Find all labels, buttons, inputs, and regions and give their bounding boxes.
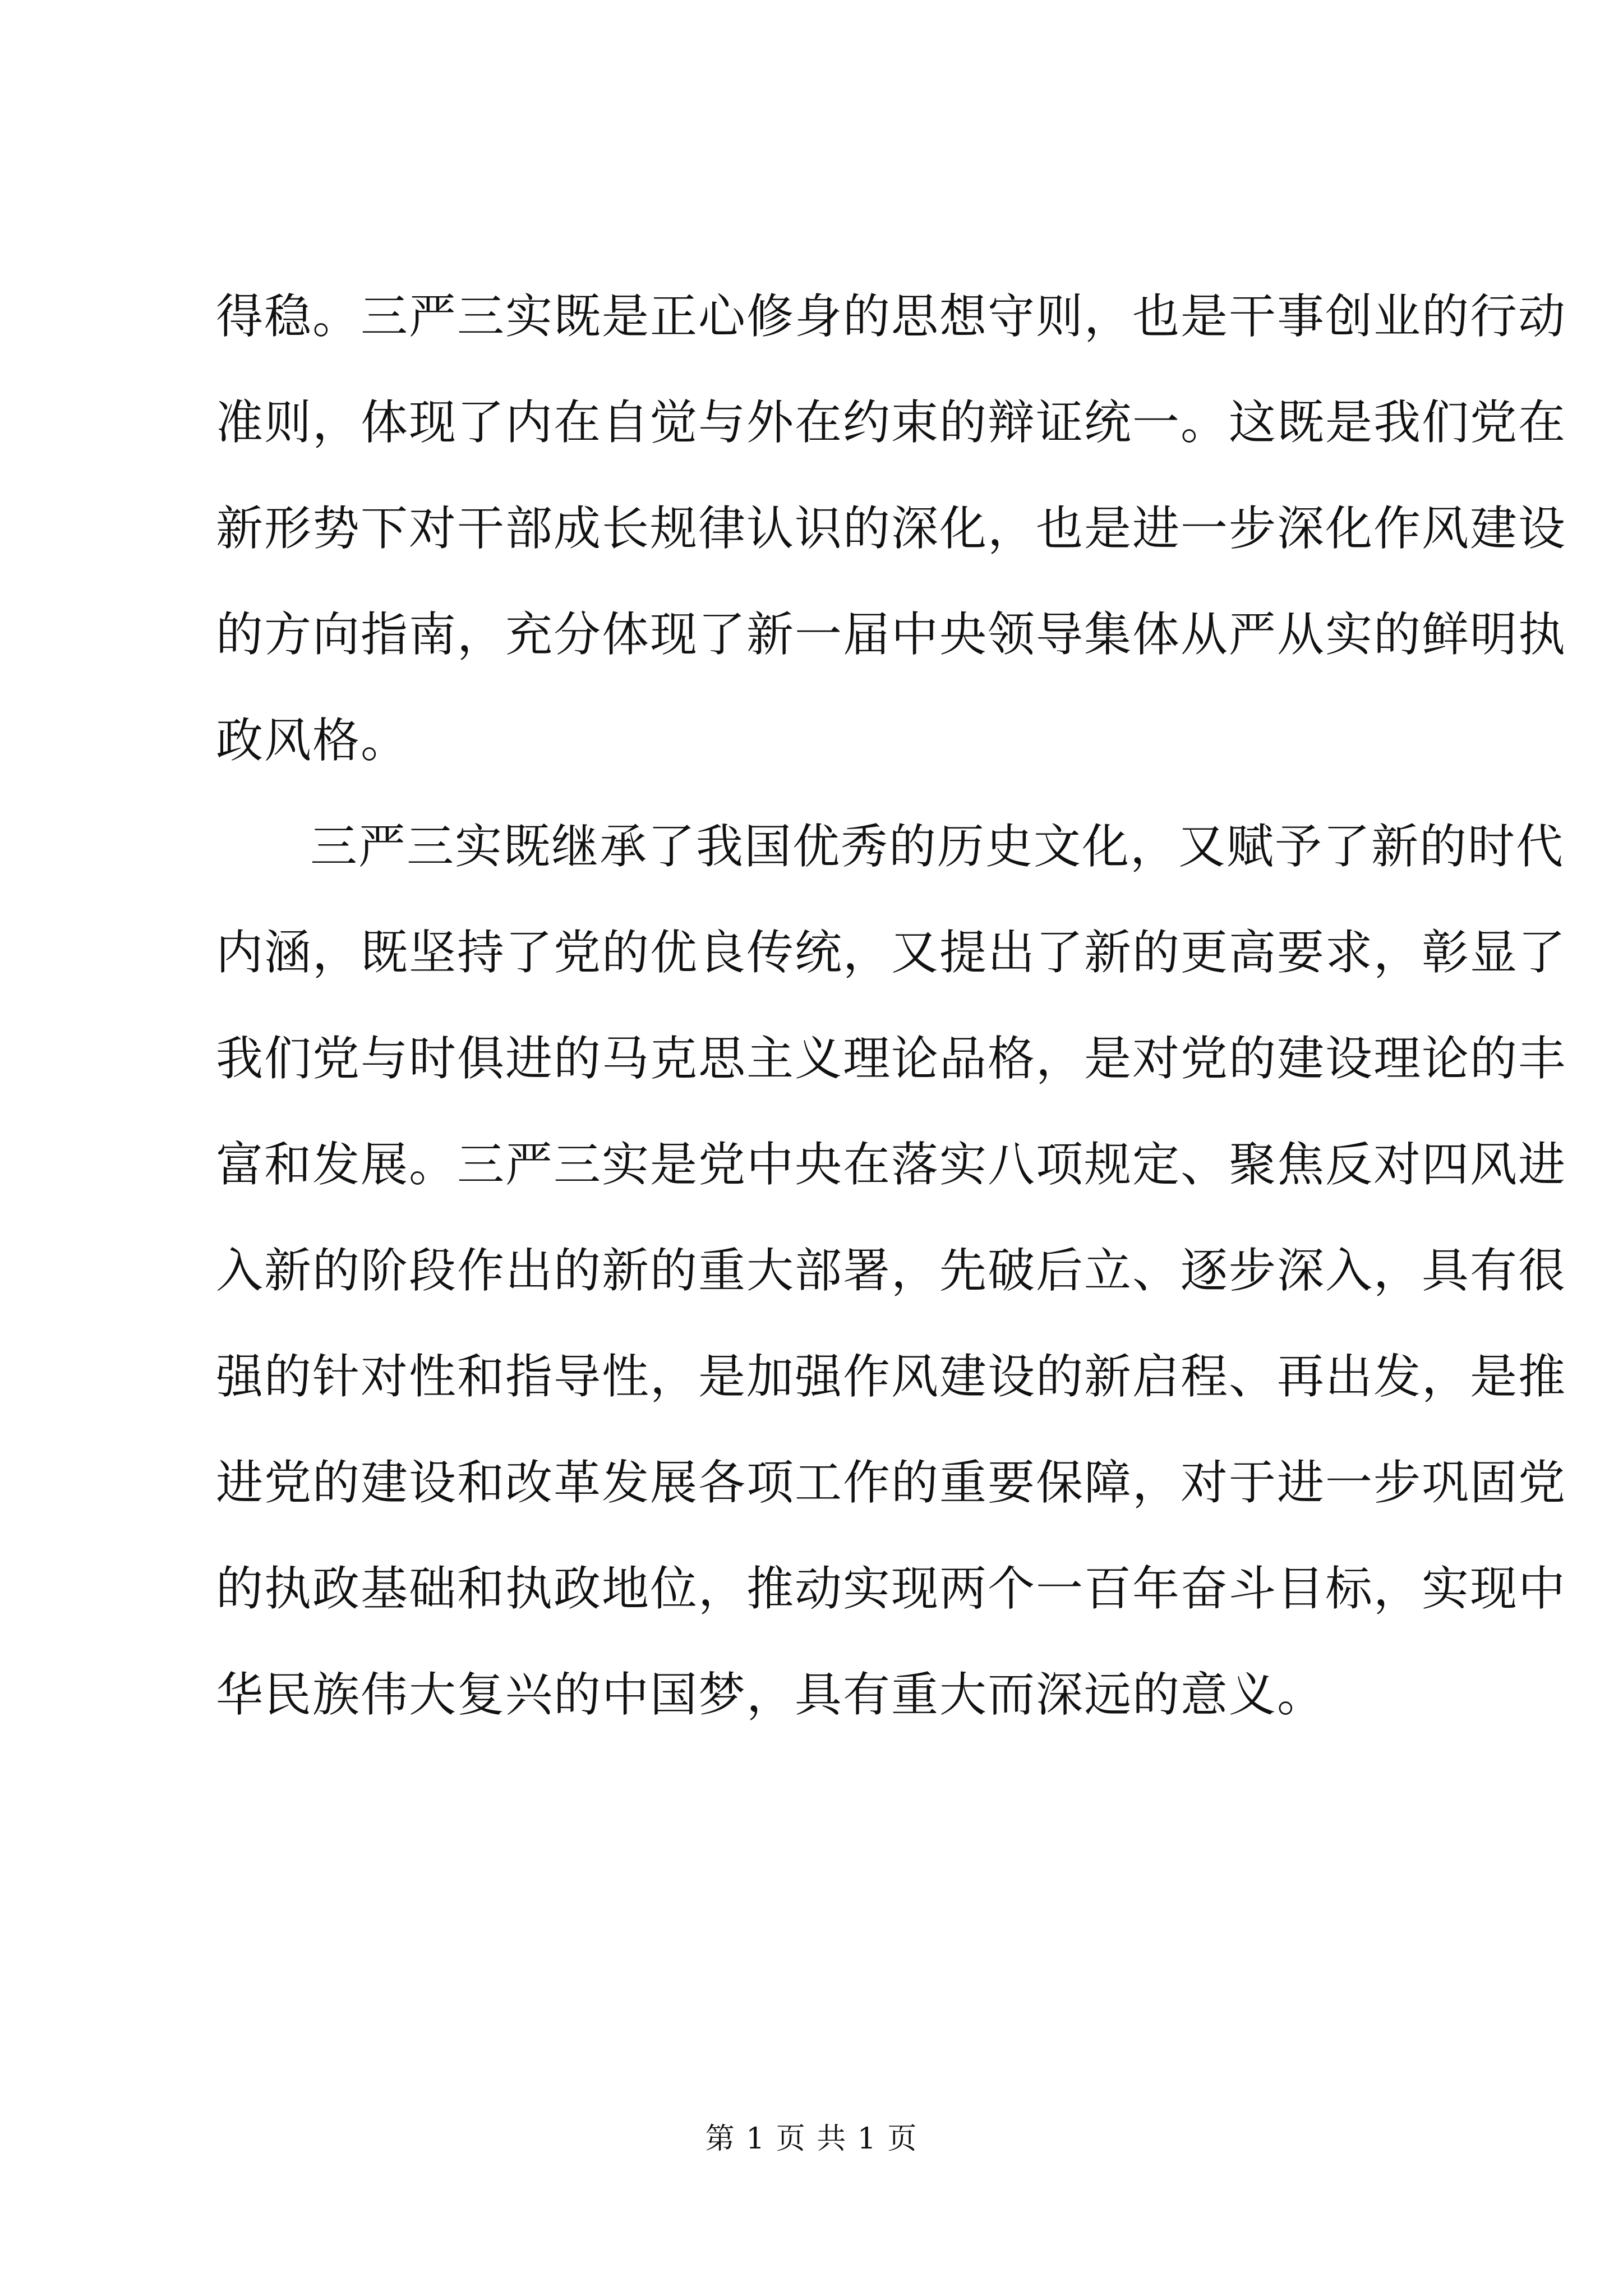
text-line: 进党的建设和改革发展各项工作的重要保障，对于进一步巩固党	[216, 1455, 1567, 1510]
page-number-footer: 第 1 页 共 1 页	[705, 2122, 918, 2156]
document-body	[216, 264, 1567, 1748]
text-line: 华民族伟大复兴的中国梦，具有重大而深远的意义。	[216, 1667, 1326, 1722]
text-line: 的执政基础和执政地位，推动实现两个一百年奋斗目标，实现中	[216, 1561, 1567, 1616]
paragraph-1	[216, 264, 1567, 794]
text-line: 新形势下对干部成长规律认识的深化，也是进一步深化作风建设	[216, 501, 1567, 556]
text-line: 得稳。三严三实既是正心修身的思想守则，也是干事创业的行动	[216, 289, 1567, 344]
text-line: 政风格。	[216, 713, 409, 768]
text-line: 我们党与时俱进的马克思主义理论品格，是对党的建设理论的丰	[216, 1031, 1567, 1086]
text-line: 强的针对性和指导性，是加强作风建设的新启程、再出发，是推	[216, 1349, 1567, 1404]
text-line: 三严三实既继承了我国优秀的历史文化，又赋予了新的时代	[310, 819, 1565, 874]
text-line: 的方向指南，充分体现了新一届中央领导集体从严从实的鲜明执	[216, 607, 1567, 662]
text-line: 富和发展。三严三实是党中央在落实八项规定、聚焦反对四风进	[216, 1137, 1567, 1192]
paragraph-2	[216, 794, 1567, 1748]
text-line: 内涵，既坚持了党的优良传统，又提出了新的更高要求，彰显了	[216, 925, 1567, 980]
text-line: 准则，体现了内在自觉与外在约束的辩证统一。这既是我们党在	[216, 395, 1567, 450]
text-line: 入新的阶段作出的新的重大部署，先破后立、逐步深入，具有很	[216, 1243, 1567, 1298]
